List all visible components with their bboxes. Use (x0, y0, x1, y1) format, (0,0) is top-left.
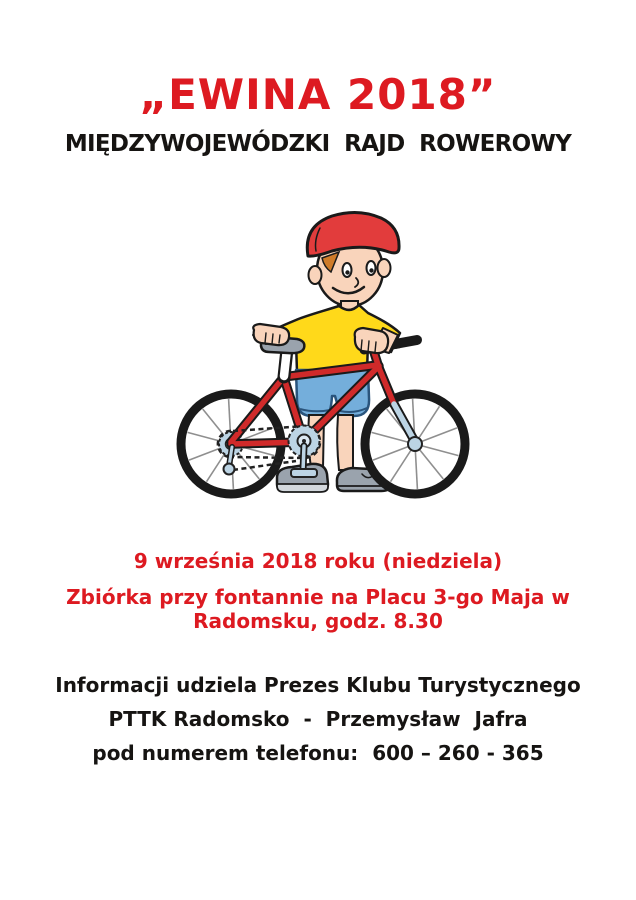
poster-title: „EWINA 2018” (139, 70, 497, 119)
meeting-point-paragraph (0, 585, 636, 633)
left-hand (253, 324, 289, 345)
right-ear (378, 259, 391, 277)
boy-with-bicycle-illustration (168, 208, 474, 502)
right-hand (355, 328, 388, 353)
info-line-1: Informacji udziela Prezes Klubu Turystycznego (55, 673, 581, 697)
meeting-line-1: Zbiórka przy fontannie na Placu 3-go Maja w (66, 585, 570, 609)
meeting-line-2: Radomsku, godz. 8.30 (193, 609, 443, 633)
info-line-3: pod numerem telefonu: 600 – 260 - 365 (92, 741, 544, 765)
event-date-line: 9 września 2018 roku (niedziela) (133, 549, 503, 573)
front-hub (408, 437, 422, 451)
contact-info-paragraph (0, 674, 636, 776)
left-ear (309, 266, 322, 284)
right-leg (337, 415, 353, 470)
pedal (291, 469, 317, 477)
info-line-2: PTTK Radomsko - Przemysław Jafra (108, 707, 528, 731)
left-arm (253, 324, 289, 345)
poster-subtitle: MIĘDZYWOJEWÓDZKI RAJD ROWEROWY (64, 131, 572, 157)
right-arm (355, 328, 398, 353)
